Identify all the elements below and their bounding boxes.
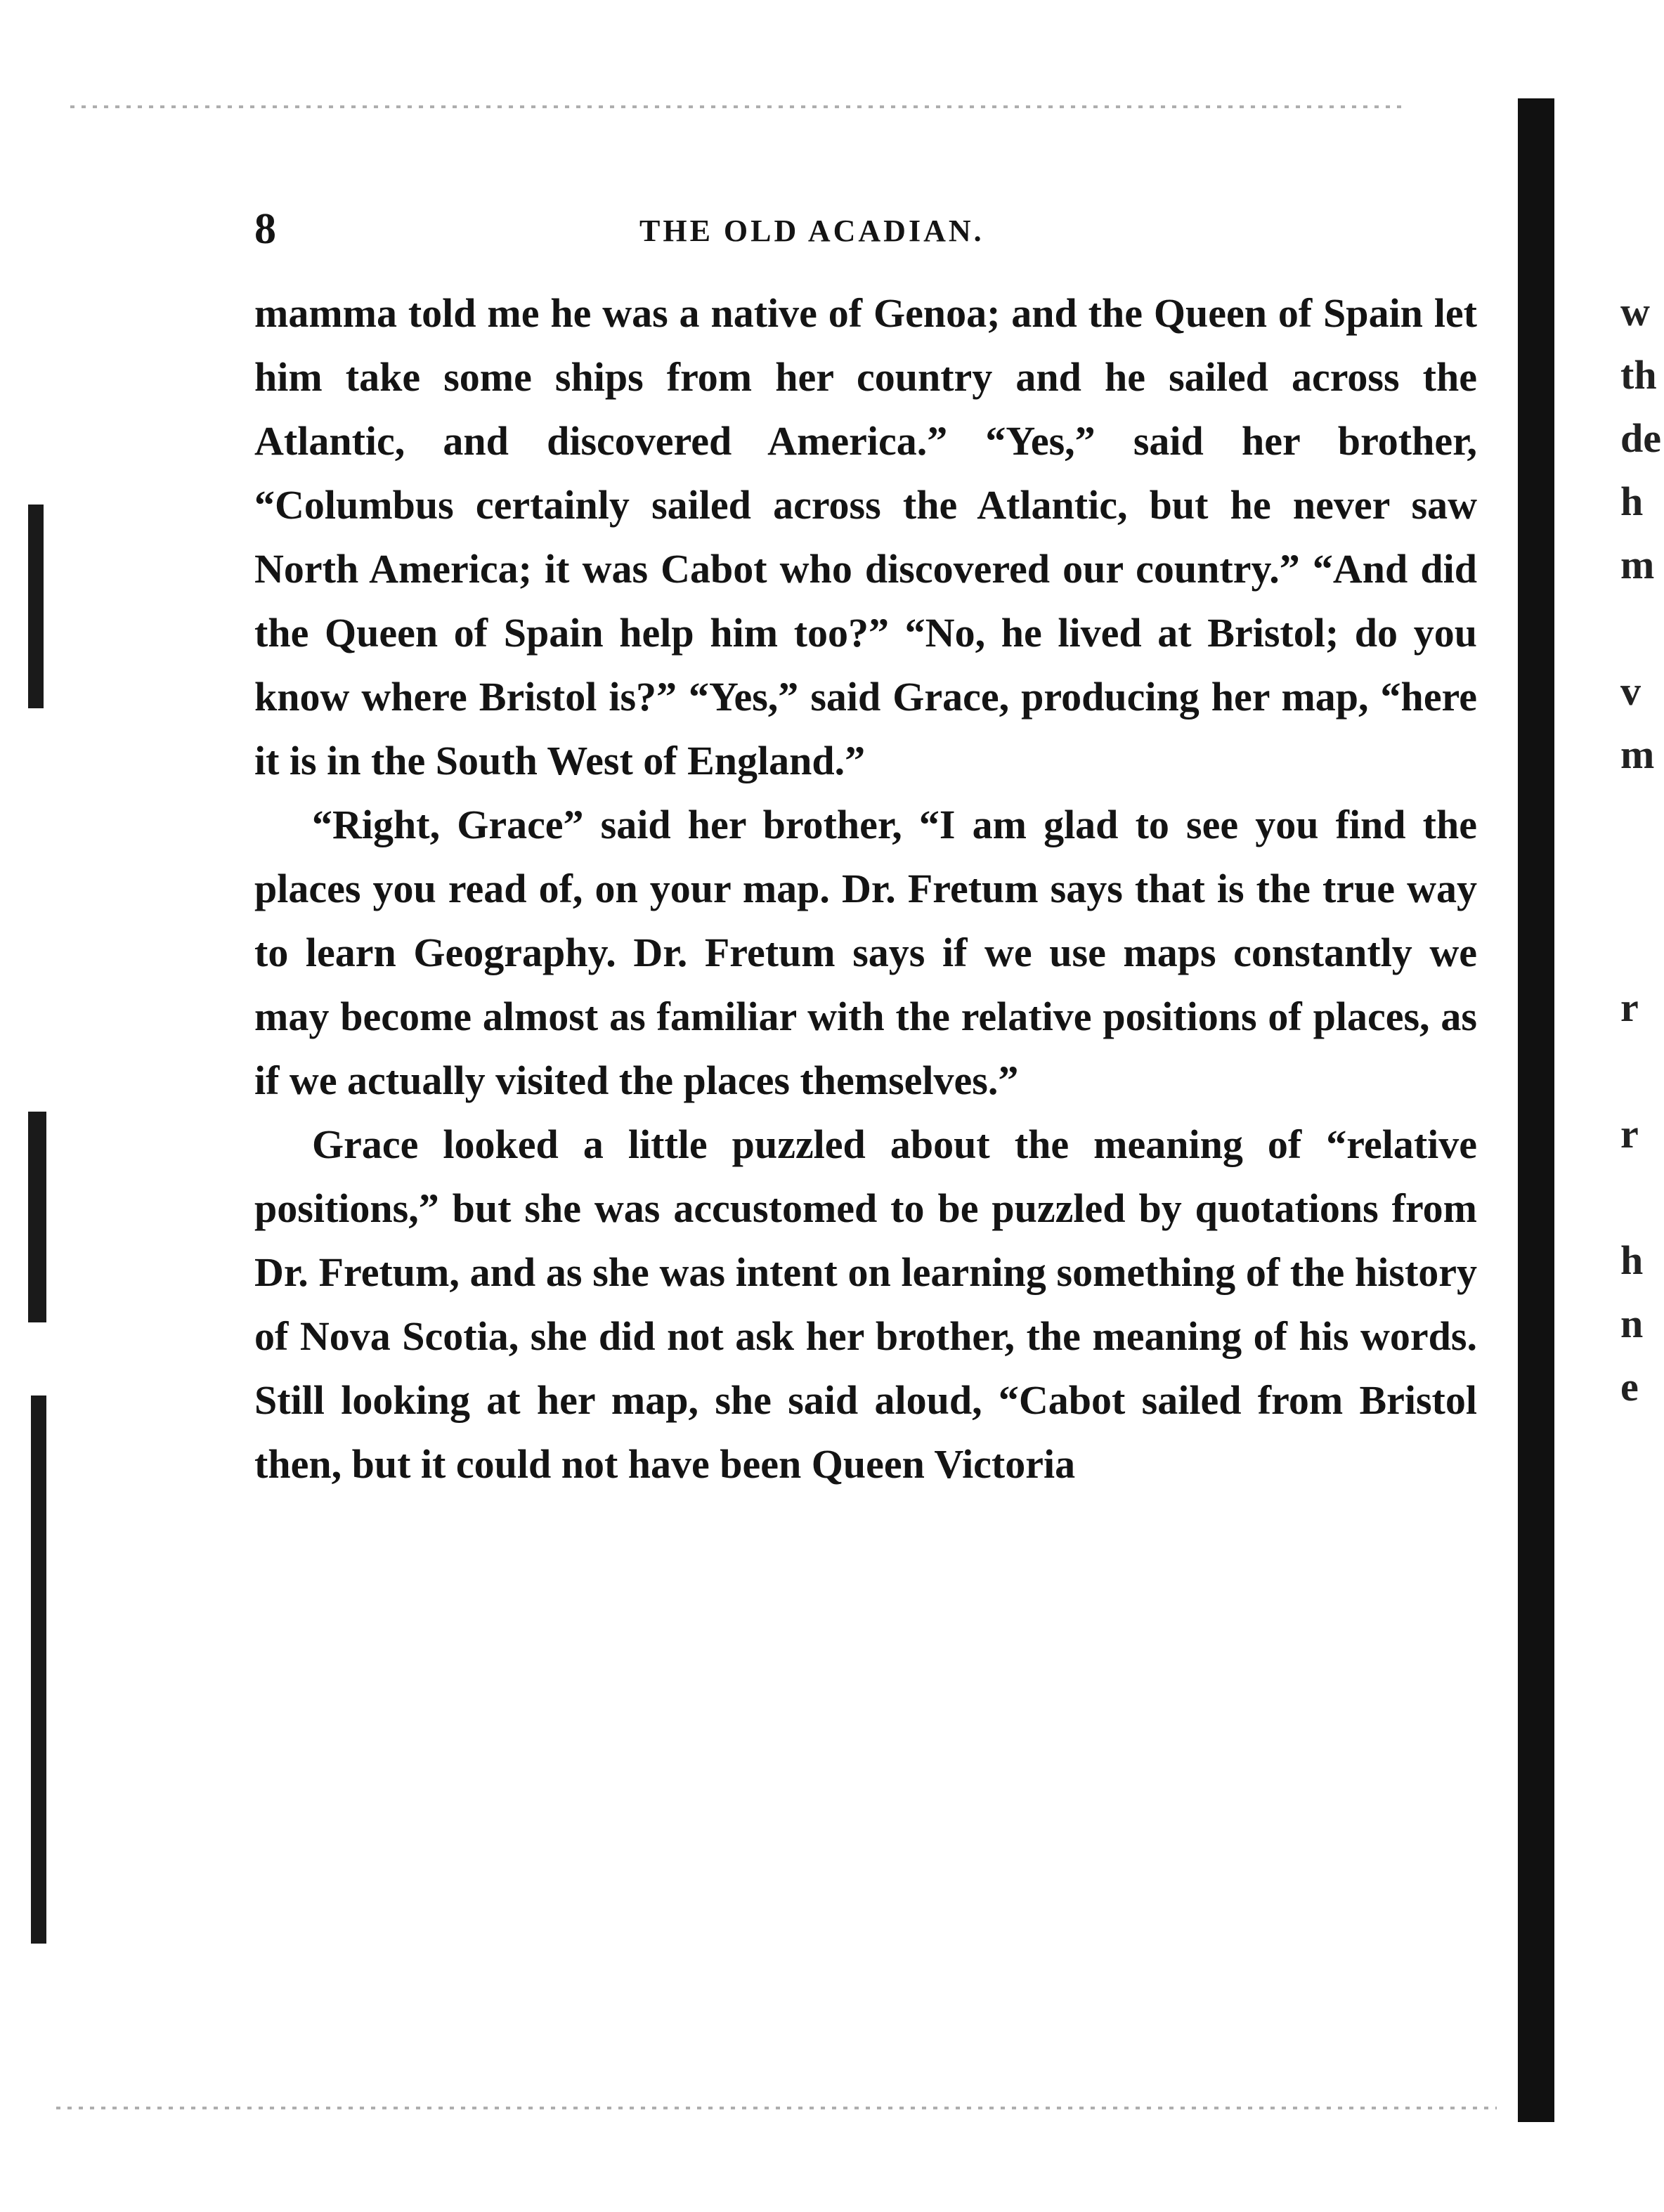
body-text [254,281,1477,1496]
left-margin-mark [31,1395,46,1944]
paragraph: mamma told me he was a native of Genoa; and the Queen of Spain let him take some ships from her country and he sailed across the Atlantic, and discovered America.” “Yes,” said her brother, “Columbus certainly sailed across the Atlantic, but he never saw North America; it was Cabot who discovered our country.” “And did the Queen of Spain help him too?” “No, he lived at Bristol; do you know where Bristol is?” “Yes,” said Grace, producing her map, “here it is in the South West of England.” [254,290,1477,783]
top-edge-noise [70,105,1405,108]
facing-page-fragment: r [1620,984,1639,1030]
facing-page-fragment: v [1620,668,1641,714]
page-number: 8 [254,205,276,253]
facing-page-fragment: m [1620,731,1655,777]
left-margin-mark [28,1112,46,1322]
facing-page-fragment: de [1620,415,1661,461]
facing-page-fragment: th [1620,352,1657,398]
left-margin-mark [28,505,44,708]
page-header [254,201,1477,257]
book-spine-shadow [1518,98,1554,2122]
facing-page-fragment: h [1620,1237,1644,1283]
facing-page-fragment: w [1620,289,1650,334]
paragraph: “Right, Grace” said her brother, “I am glad to see you find the places you read of, on your map. Dr. Fretum says that is the true way to learn Geography. Dr. Fretum says if we use maps constantly we may become almost as familiar with the relative positions of places, as if we actually visited the places themselves.” [254,802,1477,1103]
facing-page-fragment: n [1620,1301,1644,1346]
paragraph: Grace looked a little puzzled about the meaning of “relative positions,” but she was accustomed to be puzzled by quotations from Dr. Fretum, and as she was intent on learning something of the history of Nova Scotia, she did not ask her brother, the meaning of his words. Still looking at her map, she said aloud, “Cabot sailed from Bristol then, but it could not have been Queen Victoria [254,1121,1477,1487]
facing-page-fragment: e [1620,1364,1639,1410]
facing-page-fragment: r [1620,1111,1639,1157]
running-title: THE OLD ACADIAN. [639,214,984,248]
facing-page-fragment: m [1620,542,1655,587]
facing-page-fragment: h [1620,479,1644,524]
bottom-edge-noise [56,2107,1497,2109]
